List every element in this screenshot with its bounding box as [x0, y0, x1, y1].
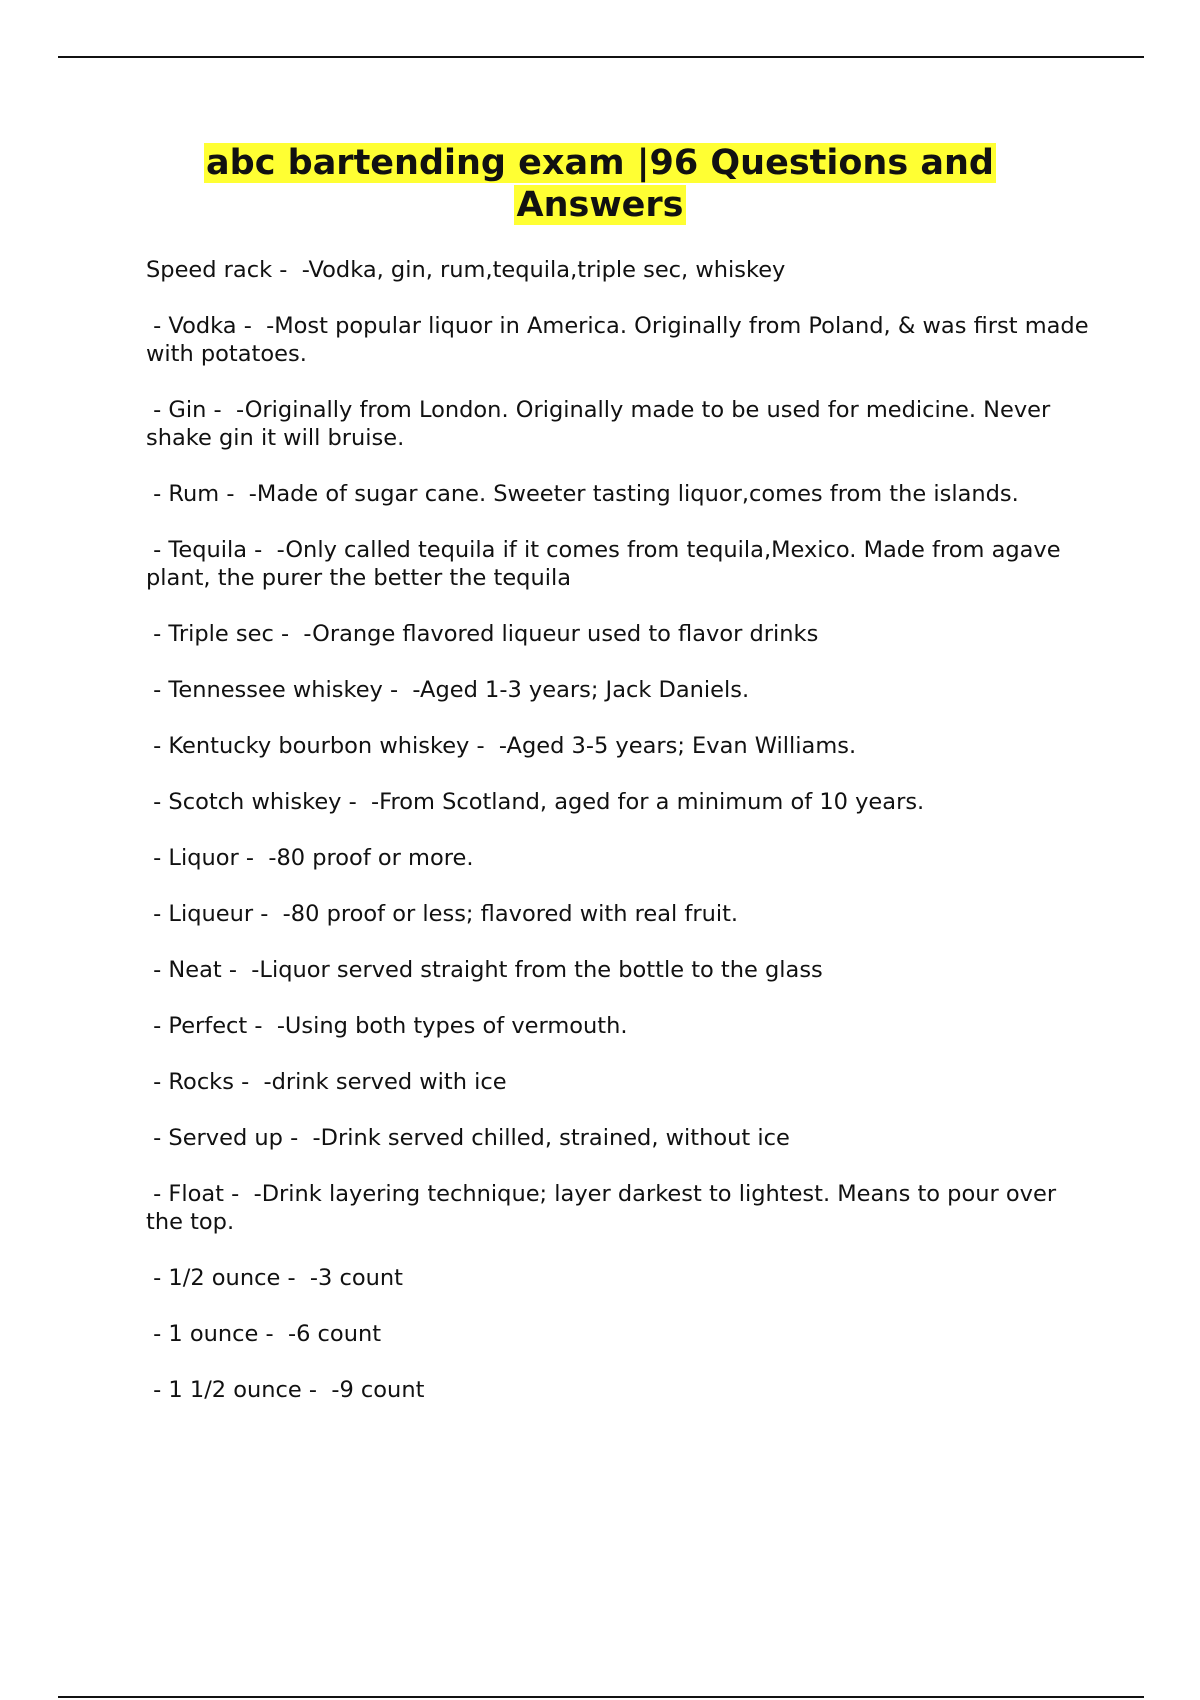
title-highlight-2: Answers: [516, 185, 684, 225]
top-rule: [58, 56, 1144, 58]
qa-entry: - Triple sec - -Orange flavored liqueur used to flavor drinks: [146, 621, 819, 647]
title-highlight-1: abc bartending exam |96 Questions and: [206, 143, 994, 183]
qa-entry: - 1 ounce - -6 count: [146, 1321, 382, 1347]
qa-entry: - Tequila - -Only called tequila if it comes from tequila,Mexico. Made from agave plant, the purer the better the tequila: [146, 537, 1068, 591]
qa-entry: - Rocks - -drink served with ice: [146, 1069, 507, 1095]
title-line-2: [0, 184, 1200, 226]
qa-entry: - 1/2 ounce - -3 count: [146, 1265, 403, 1291]
qa-entry: - 1 1/2 ounce - -9 count: [146, 1377, 425, 1403]
bottom-rule: [58, 1696, 1144, 1698]
qa-entry: - Liqueur - -80 proof or less; flavored with real fruit.: [146, 901, 739, 927]
qa-entry: - Rum - -Made of sugar cane. Sweeter tasting liquor,comes from the islands.: [146, 481, 1019, 507]
qa-entry: - Liquor - -80 proof or more.: [146, 845, 474, 871]
title-line-1: [0, 142, 1200, 184]
document-title: [0, 142, 1200, 226]
qa-entry: - Perfect - -Using both types of vermouth.: [146, 1013, 628, 1039]
qa-entry: - Scotch whiskey - -From Scotland, aged for a minimum of 10 years.: [146, 789, 925, 815]
qa-entry: - Neat - -Liquor served straight from the bottle to the glass: [146, 957, 823, 983]
qa-entry: - Vodka - -Most popular liquor in America. Originally from Poland, & was first made with potatoes.: [146, 313, 1096, 367]
qa-list: [146, 256, 1096, 1432]
qa-entry: - Kentucky bourbon whiskey - -Aged 3-5 years; Evan Williams.: [146, 733, 857, 759]
qa-entry: - Float - -Drink layering technique; layer darkest to lightest. Means to pour over the top.: [146, 1181, 1064, 1235]
qa-entry: - Served up - -Drink served chilled, strained, without ice: [146, 1125, 790, 1151]
qa-entry: - Gin - -Originally from London. Originally made to be used for medicine. Never shake gin it will bruise.: [146, 397, 1058, 451]
qa-entry: - Tennessee whiskey - -Aged 1-3 years; Jack Daniels.: [146, 677, 750, 703]
qa-entry: Speed rack - -Vodka, gin, rum,tequila,triple sec, whiskey: [146, 257, 786, 283]
